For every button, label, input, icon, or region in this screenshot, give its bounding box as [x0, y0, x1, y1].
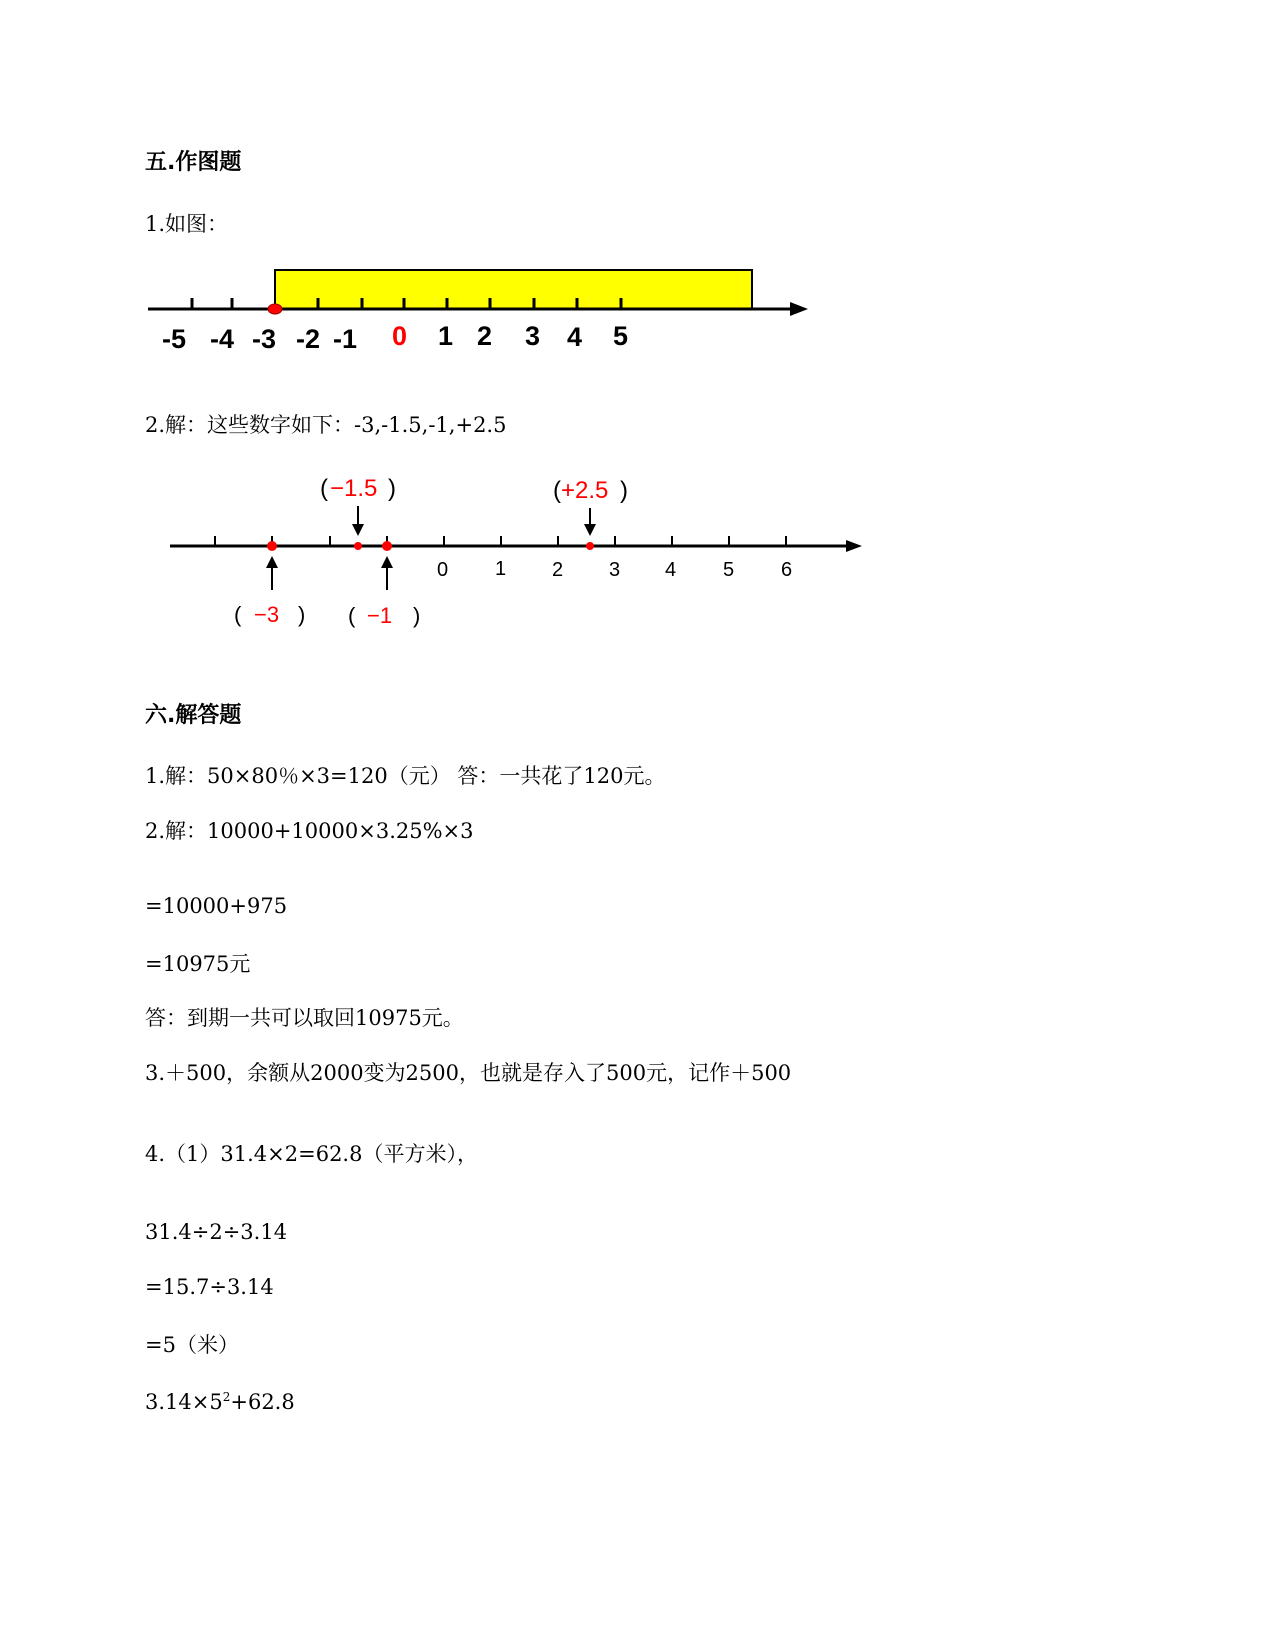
tick-label: 1 — [495, 558, 507, 580]
up-arrow-icon — [381, 556, 393, 590]
answer-4-line-1: 4.（1）31.4×2=62.8（平方米）， — [145, 1142, 478, 1166]
tick-label-zero: 0 — [392, 321, 408, 351]
svg-text:): ) — [388, 475, 396, 502]
answer-4-line-2: 31.4÷2÷3.14 — [145, 1220, 288, 1244]
expr-tail: +62.8 — [230, 1390, 295, 1414]
tick-label: -2 — [296, 324, 321, 354]
tick-label: -3 — [252, 324, 277, 354]
tick-label: 3 — [609, 559, 621, 581]
callout-plus-2-5 — [553, 477, 628, 504]
answer-3: 3.＋500，余额从2000变为2500，也就是存入了500元，记作＋500 — [145, 1061, 792, 1085]
tick-label: 1 — [438, 321, 454, 351]
answer-2-line-1: 2.解：10000+10000×3.25%×3 — [145, 819, 474, 843]
tick-label: 0 — [437, 559, 449, 581]
tick-label: 2 — [477, 321, 493, 351]
svg-text:−1: −1 — [367, 603, 393, 628]
start-point-marker — [268, 304, 282, 314]
tick-label: 3 — [525, 321, 541, 351]
svg-text:(: ( — [553, 477, 561, 504]
tick-label: -5 — [162, 324, 187, 354]
answer-2-line-3: =10975元 — [145, 952, 251, 976]
point-minus-1-5 — [354, 542, 362, 550]
svg-text:−3: −3 — [254, 602, 280, 627]
svg-text:): ) — [413, 603, 421, 628]
question-2-answer: 2.解：这些数字如下：-3,-1.5,-1,+2.5 — [145, 413, 507, 437]
svg-text:(: ( — [348, 603, 356, 628]
tick-label: -4 — [210, 324, 235, 354]
tick-label: 2 — [552, 559, 564, 581]
point-minus-1 — [382, 541, 392, 551]
answer-2-line-2: =10000+975 — [145, 894, 288, 918]
down-arrow-icon — [584, 508, 596, 536]
point-plus-2-5 — [586, 542, 594, 550]
answer-4-line-5 — [145, 1390, 295, 1414]
expr-base: 3.14×5 — [145, 1390, 223, 1414]
tick-label: 5 — [613, 321, 629, 351]
number-line-figure-1 — [140, 260, 820, 360]
svg-text:(: ( — [320, 475, 328, 502]
tick-label: 4 — [567, 322, 583, 352]
tick-label: 4 — [665, 559, 677, 581]
answer-1: 1.解：50×80％×3=120（元） 答：一共花了120元。 — [145, 764, 666, 788]
number-line-figure-2 — [160, 470, 880, 640]
question-1-label: 1.如图： — [145, 212, 229, 236]
callout-minus-1-5 — [320, 475, 396, 502]
answer-2-line-4: 答：到期一共可以取回10975元。 — [145, 1006, 464, 1030]
tick-label: -1 — [333, 324, 358, 354]
tick-label: 5 — [723, 559, 735, 581]
callout-minus-3 — [234, 602, 305, 627]
expr-exponent: 2 — [222, 1390, 231, 1404]
up-arrow-icon — [266, 556, 278, 590]
down-arrow-icon — [352, 506, 364, 536]
answer-4-line-4: =5（米） — [145, 1333, 239, 1357]
axis-arrow-icon — [846, 540, 862, 552]
svg-text:(: ( — [234, 602, 242, 627]
section-title-answers: 六.解答题 — [145, 703, 242, 728]
section-title-drawing: 五.作图题 — [145, 150, 242, 175]
axis-arrow-icon — [790, 302, 808, 316]
point-minus-3 — [267, 541, 277, 551]
tick-labels — [162, 321, 628, 354]
callout-minus-1 — [348, 603, 420, 628]
svg-text:): ) — [298, 602, 306, 627]
svg-text:+2.5: +2.5 — [561, 477, 609, 504]
svg-text:−1.5: −1.5 — [330, 475, 378, 502]
answer-4-line-3: =15.7÷3.14 — [145, 1275, 274, 1299]
highlight-region — [275, 270, 752, 309]
tick-label: 6 — [781, 559, 793, 581]
svg-text:): ) — [620, 477, 628, 504]
tick-labels — [437, 558, 792, 581]
